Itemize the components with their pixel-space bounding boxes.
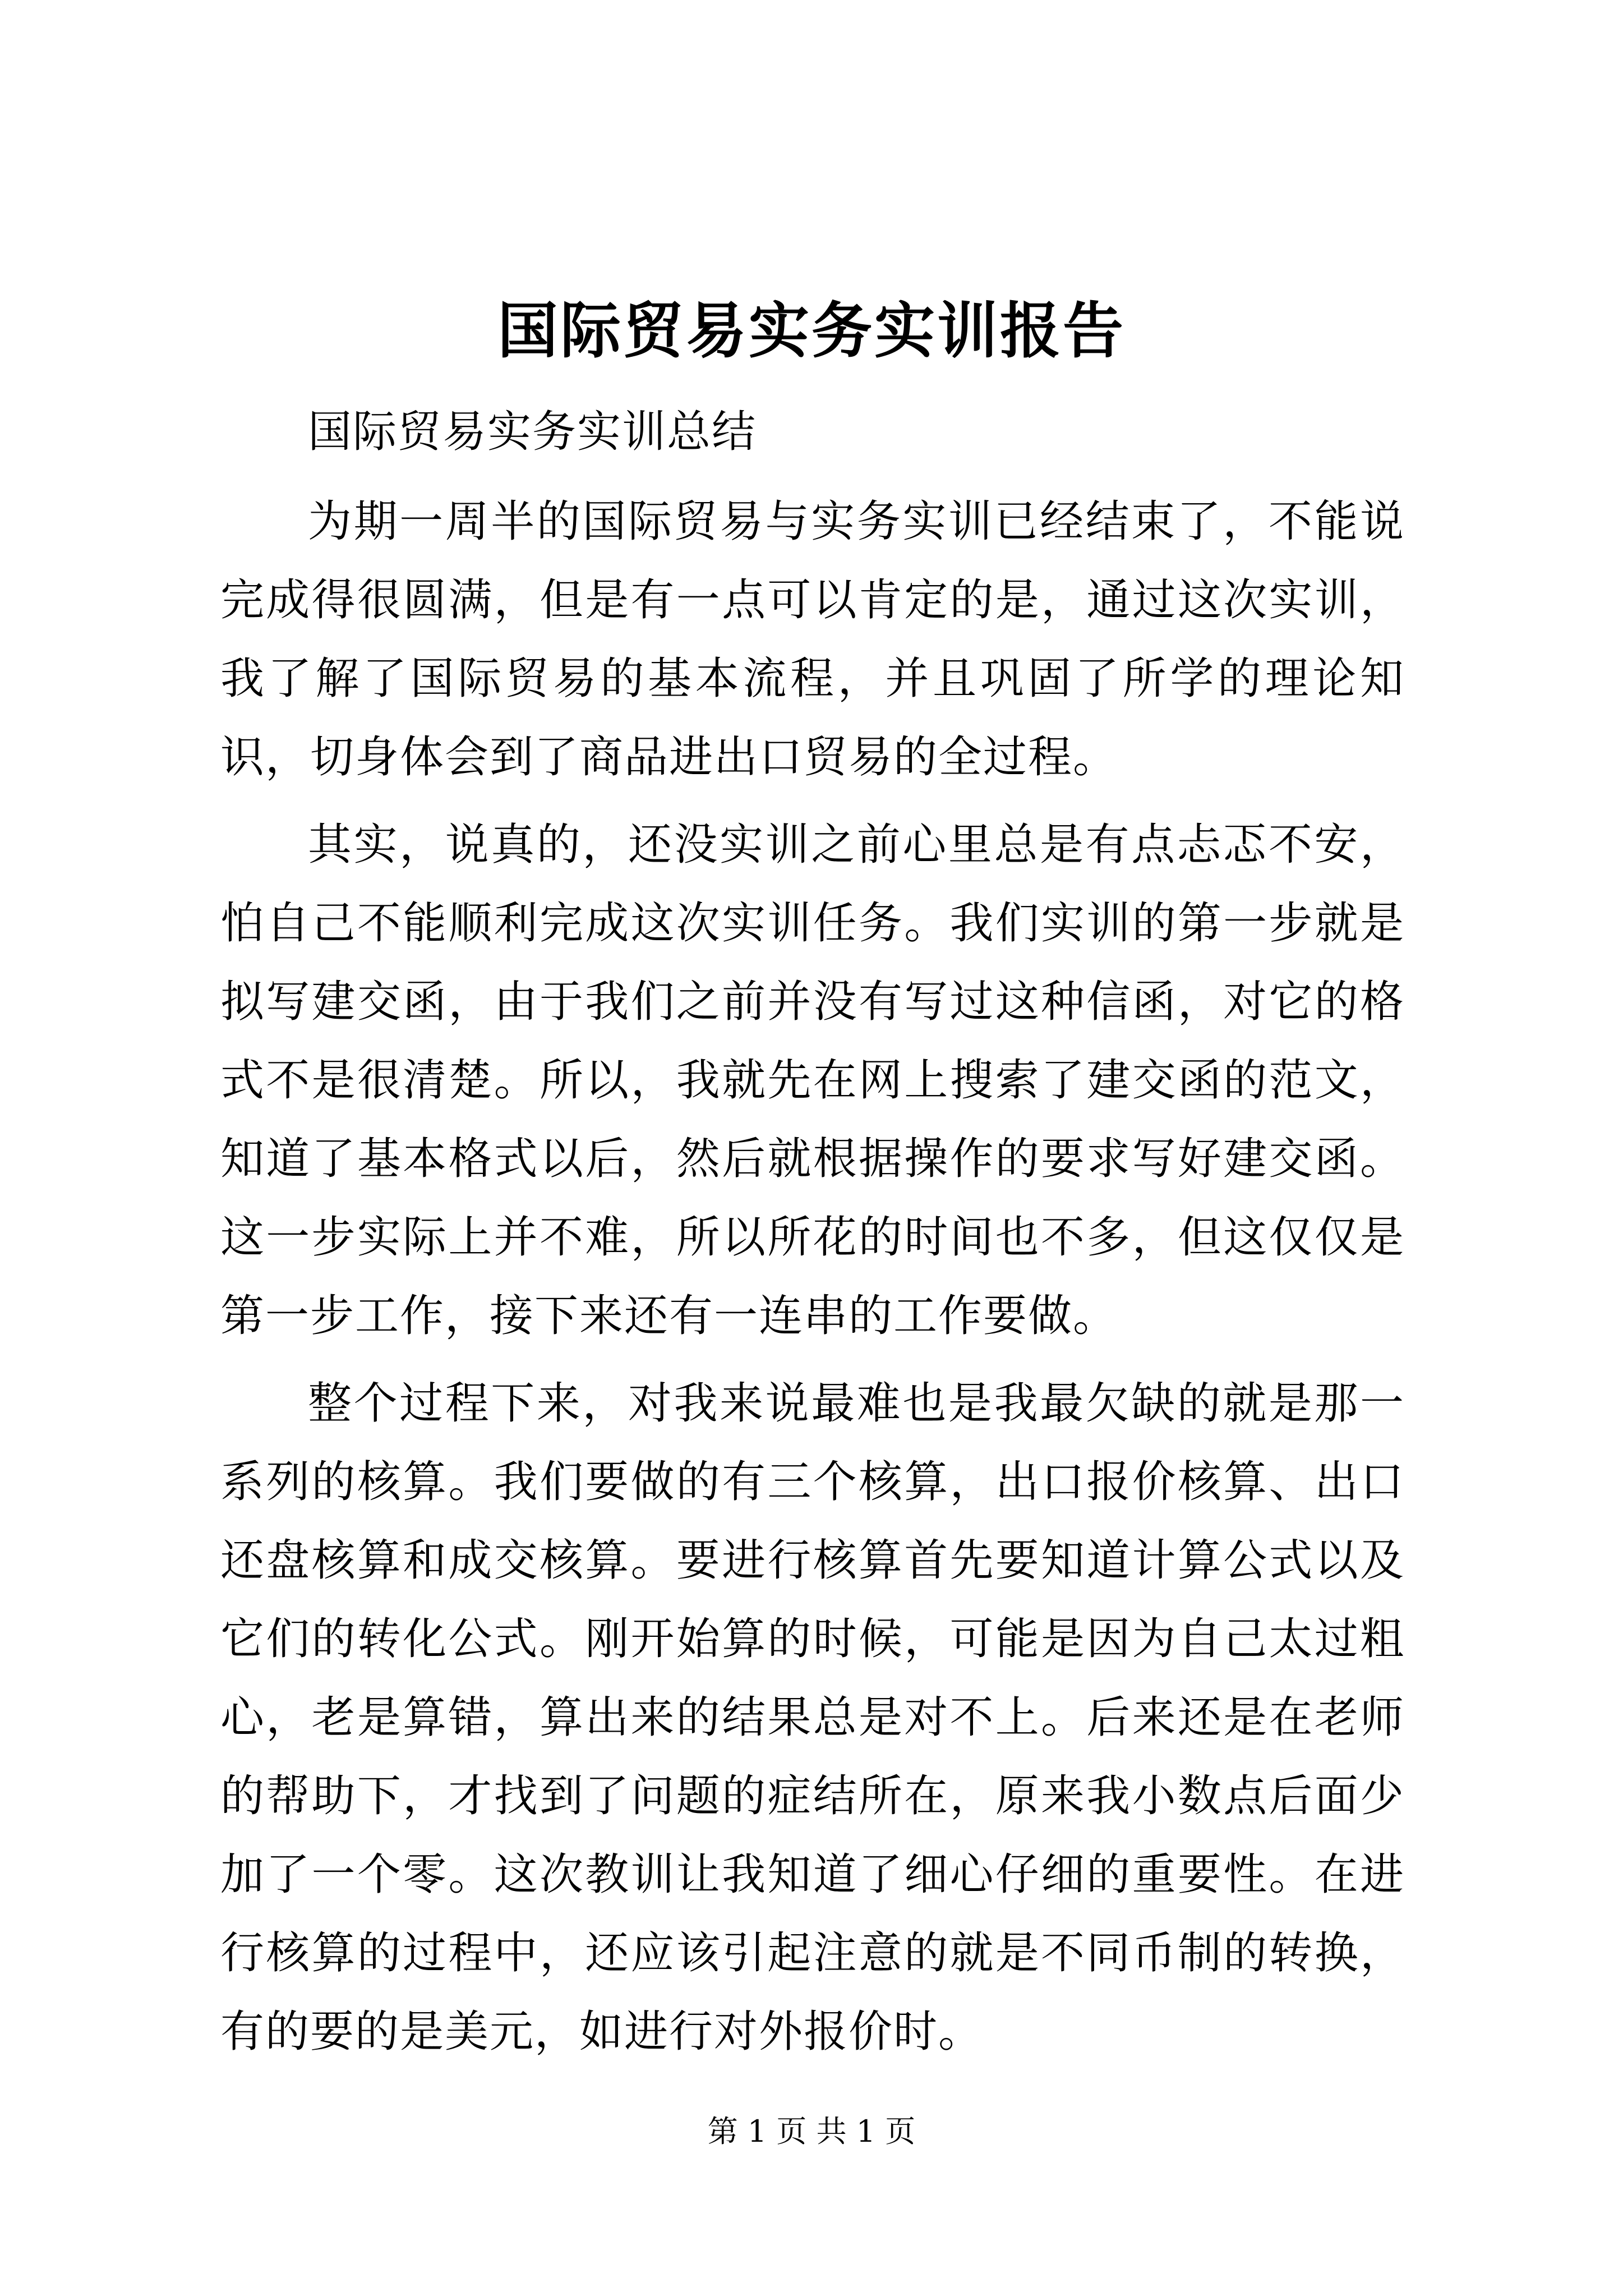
page-number-footer: 第 1 页 共 1 页 [707, 2114, 916, 2149]
paragraph-3: 整个过程下来，对我来说最难也是我最欠缺的就是那一系列的核算。我们要做的有三个核算，出口报价核算、出口还盘核算和成交核算。要进行核算首先要知道计算公式以及它们的转化公式。刚开始算的时候，可能是因为自己太过粗心，老是算错，算出来的结果总是对不上。后来还是在老师的帮助下，才找到了问题的症结所在，原来我小数点后面少加了一个零。这次教训让我知道了细心仔细的重要性。在进行核算的过程中，还应该引起注意的就是不同币制的转换，有的要的是美元，如进行对外报价时。 [220, 1378, 1405, 2057]
document-title: 国际贸易实务实训报告 [497, 296, 1126, 366]
paragraph-1: 为期一周半的国际贸易与实务实训已经结束了，不能说完成得很圆满，但是有一点可以肯定的是，通过这次实训，我了解了国际贸易的基本流程，并且巩固了所学的理论知识，切身体会到了商品进出口贸易的全过程。 [220, 496, 1405, 783]
document-body [220, 393, 1405, 2080]
paragraph-2: 其实，说真的，还没实训之前心里总是有点忐忑不安，怕自己不能顺利完成这次实训任务。我们实训的第一步就是拟写建交函，由于我们之前并没有写过这种信函，对它的格式不是很清楚。所以，我就先在网上搜索了建交函的范文，知道了基本格式以后，然后就根据操作的要求写好建交函。这一步实际上并不难，所以所花的时间也不多，但这仅仅是第一步工作，接下来还有一连串的工作要做。 [220, 820, 1405, 1341]
section-heading: 国际贸易实务实训总结 [308, 407, 757, 457]
